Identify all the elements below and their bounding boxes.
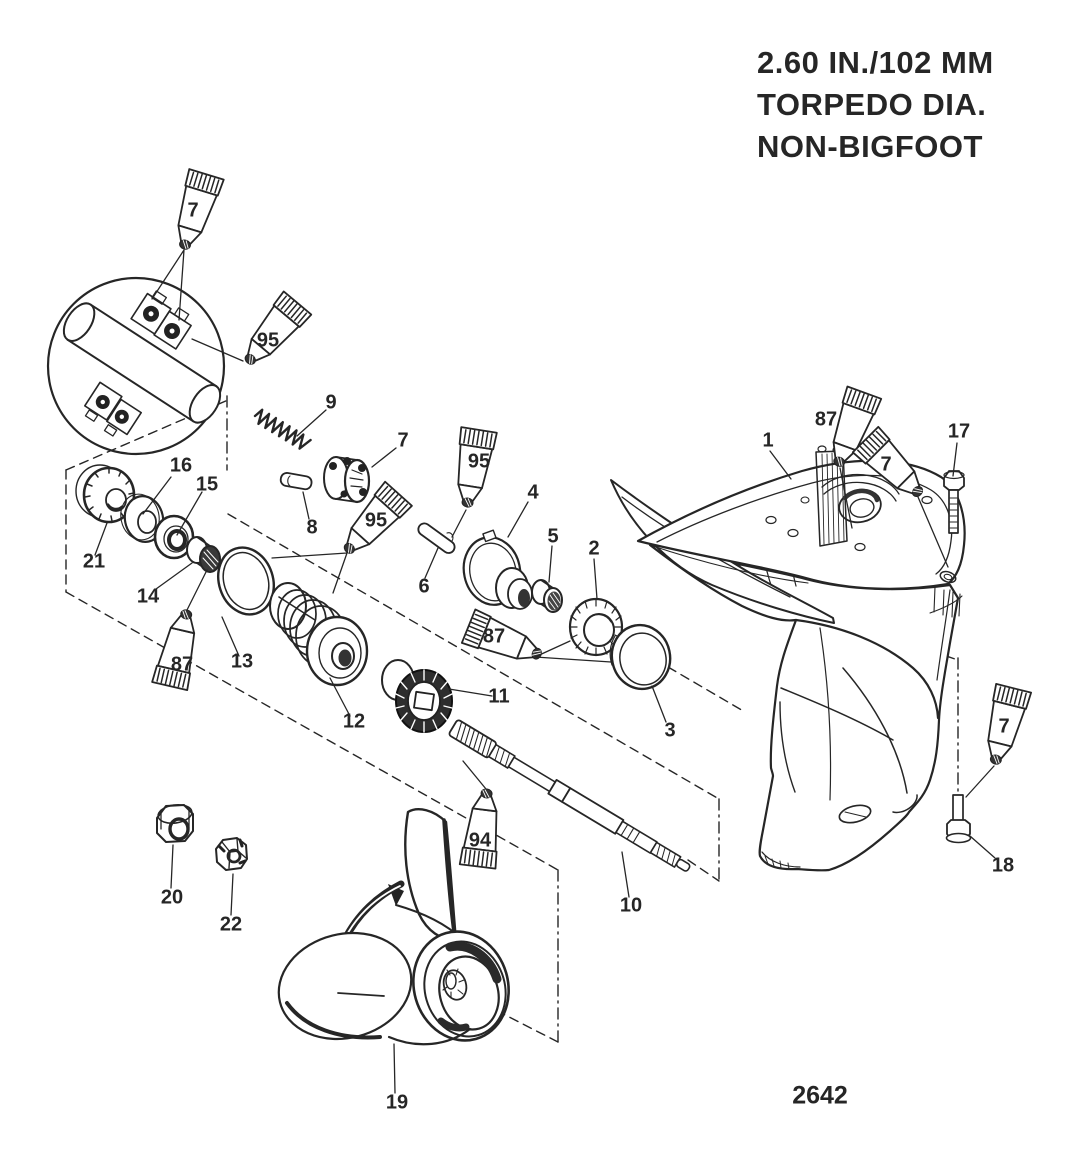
callout-7: 7 [880,453,892,476]
callout-12: 12 [342,710,366,733]
title-line-2: TORPEDO DIA. [757,87,987,122]
figure-number: 2642 [792,1081,848,1110]
callout-7: 7 [397,429,409,452]
lower-bearing-detail [79,382,142,442]
callout-7: 7 [187,199,199,222]
callout-13: 13 [230,650,254,673]
callout-6: 6 [418,575,430,598]
lock-nut [216,838,247,870]
clutch-dog [324,457,369,502]
callout-18: 18 [991,854,1015,877]
callout-7: 7 [998,715,1010,738]
callout-95: 95 [467,450,491,473]
cover-bolt [947,795,971,843]
callout-95: 95 [364,509,388,532]
callout-94: 94 [468,829,492,852]
callout-8: 8 [306,516,318,539]
callout-87: 87 [170,653,194,676]
spring [252,408,311,451]
callout-16: 16 [169,454,193,477]
diagram-title [757,42,994,168]
title-line-3: NON-BIGFOOT [757,129,983,164]
callout-10: 10 [619,894,643,917]
callout-4: 4 [527,481,539,504]
callout-14: 14 [136,585,160,608]
forward-gear [382,660,452,732]
callout-87: 87 [482,625,506,648]
prop-nut [157,803,193,842]
callout-2: 2 [588,537,600,560]
callout-19: 19 [385,1091,409,1114]
needle-bearing [532,580,562,612]
callout-11: 11 [488,685,510,708]
callout-9: 9 [325,391,337,414]
callout-3: 3 [664,719,676,742]
callout-5: 5 [547,525,559,548]
callout-1: 1 [762,429,774,452]
bearing-carrier-drum [270,583,367,685]
callout-95: 95 [256,329,280,352]
callout-22: 22 [219,913,243,936]
title-line-1: 2.60 IN./102 MM [757,45,994,80]
callout-21: 21 [82,550,106,573]
callout-20: 20 [160,886,184,909]
callout-87: 87 [814,408,838,431]
callout-17: 17 [947,420,971,443]
cross-pin [280,472,313,490]
bushing [187,537,220,572]
bearing-carrier-flange [458,530,532,610]
callout-15: 15 [195,473,219,496]
detail-circle-inset [48,278,226,454]
